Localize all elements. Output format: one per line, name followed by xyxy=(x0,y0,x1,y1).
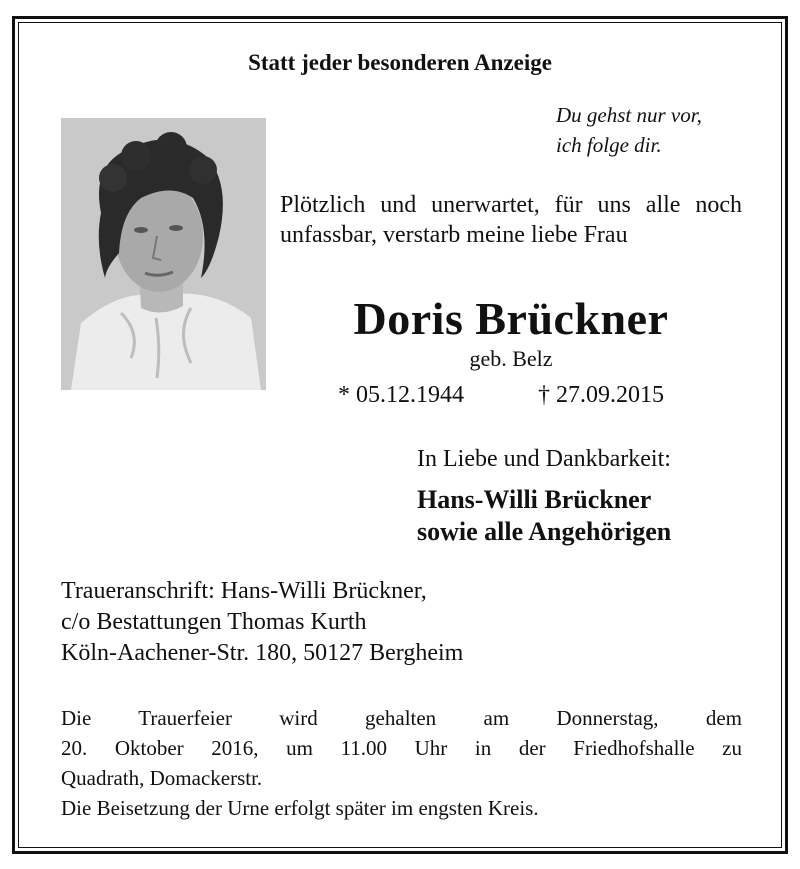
address-line: c/o Bestattungen Thomas Kurth xyxy=(61,609,367,635)
mourner-line: Hans-Willi Brückner xyxy=(417,485,652,514)
birth-date: * 05.12.1944 xyxy=(338,382,464,408)
intro-text: Plötzlich und unerwartet, für uns alle noch unfassbar, verstarb meine liebe Frau xyxy=(280,192,742,248)
maiden-name: geb. Belz xyxy=(469,346,553,371)
ceremony-line: Quadrath, Domackerstr. xyxy=(61,766,263,790)
portrait-photo xyxy=(61,118,266,390)
death-date: † 27.09.2015 xyxy=(538,382,664,408)
motto-line: Du gehst nur vor, xyxy=(556,103,702,127)
notice-headline: Statt jeder besonderen Anzeige xyxy=(248,50,552,75)
motto xyxy=(556,100,702,160)
ceremony-line: Die Beisetzung der Urne erfolgt später im engsten Kreis. xyxy=(61,796,539,820)
motto-line: ich folge dir. xyxy=(556,133,662,157)
ceremony-line: Die Trauerfeier wird gehalten am Donnerstag, dem xyxy=(61,706,742,730)
ceremony-line: 20. Oktober 2016, um 11.00 Uhr in der Friedhofshalle zu xyxy=(61,736,742,760)
address-line: Traueranschrift: Hans-Willi Brückner, xyxy=(61,578,427,604)
ceremony-info xyxy=(61,703,742,823)
address-line: Köln-Aachener-Str. 180, 50127 Bergheim xyxy=(61,640,464,666)
mourner-line: sowie alle Angehörigen xyxy=(417,517,672,546)
thanks-line: In Liebe und Dankbarkeit: xyxy=(417,446,671,472)
deceased-name: Doris Brückner xyxy=(353,293,669,344)
mourners xyxy=(417,484,671,548)
mourning-address xyxy=(61,576,463,669)
